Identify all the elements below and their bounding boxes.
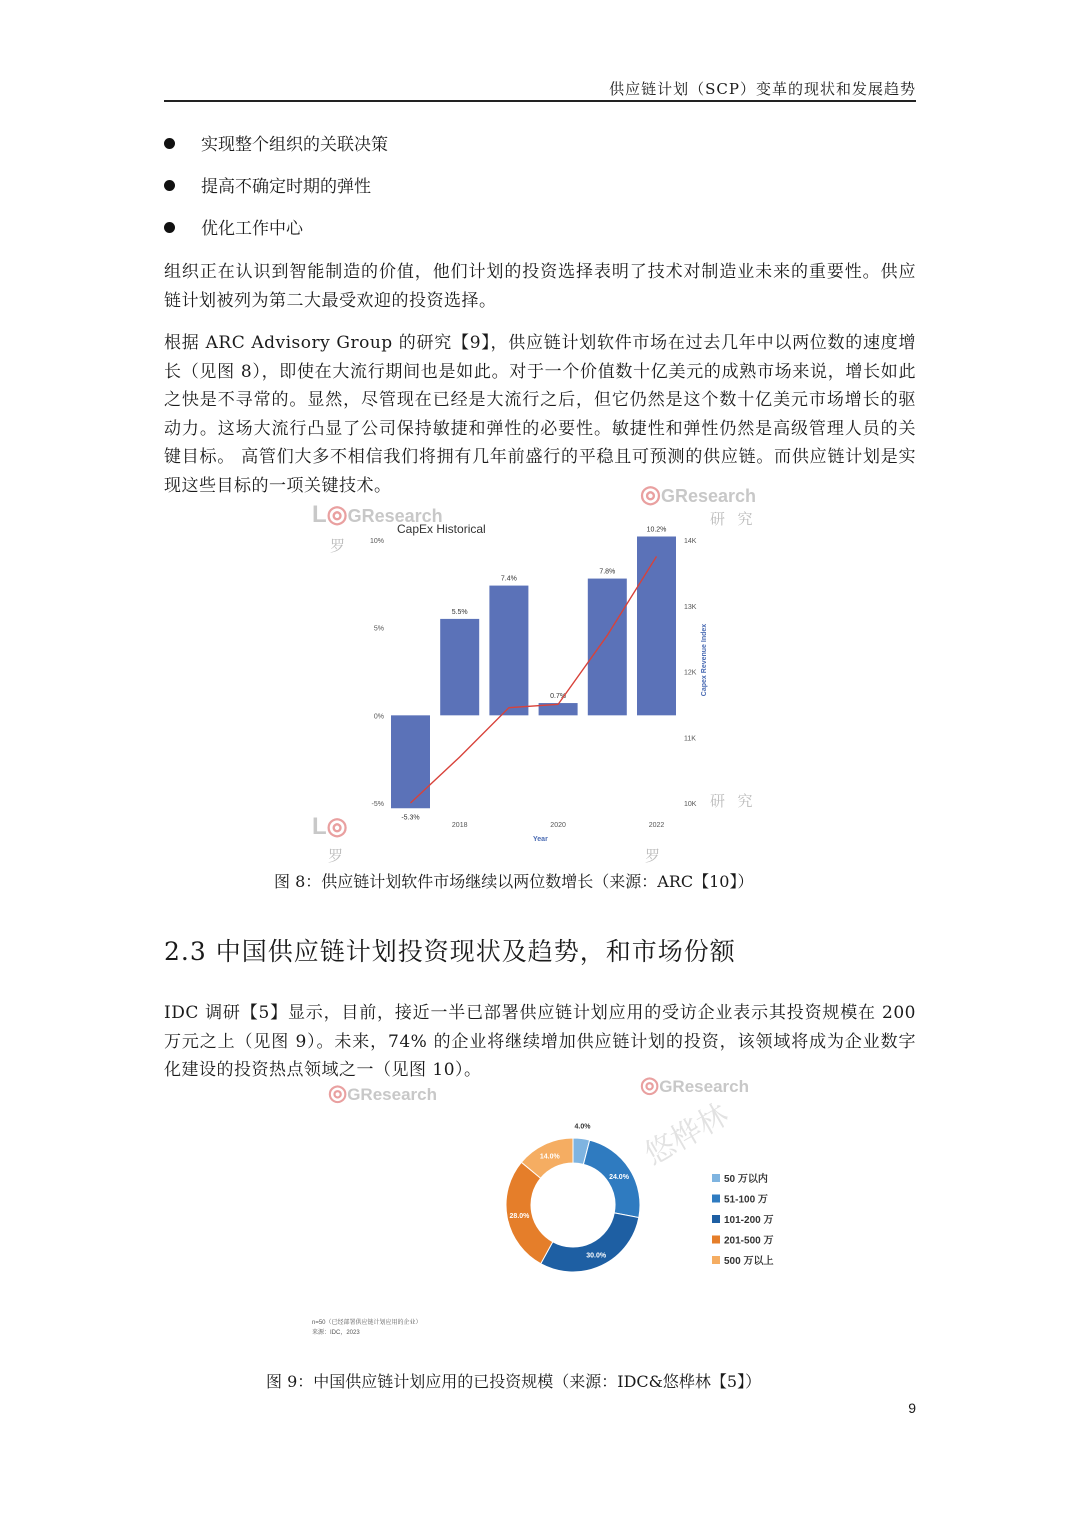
- paragraph-1: 组织正在认识到智能制造的价值，他们计划的投资选择表明了技术对制造业未来的重要性。供应链计划被列为第二大最受欢迎的投资选择。: [164, 262, 916, 311]
- bullet-dot-icon: [164, 180, 175, 191]
- figure-9-note: [312, 1318, 422, 1338]
- y2-tick-label: 11K: [684, 735, 696, 743]
- figure-8-caption: 图 8：供应链计划软件市场继续以两位数增长（来源：ARC【10】）: [274, 872, 754, 891]
- watermark-logo: ◎GResearch: [328, 1080, 437, 1105]
- bar-value-label: -5.3%: [401, 814, 420, 822]
- watermark-logo: L◎GResearch: [312, 501, 443, 528]
- watermark-logo: L◎: [312, 813, 348, 840]
- bullet-text: 优化工作中心: [201, 219, 303, 239]
- figure-9-caption: 图 9：中国供应链计划应用的已投资规模（来源：IDC&悠桦林【5】）: [266, 1372, 762, 1391]
- donut-slice: [541, 1213, 639, 1272]
- y2-tick-label: 13K: [684, 603, 697, 611]
- bar-2019: [489, 586, 528, 716]
- legend-swatch: [712, 1195, 720, 1203]
- bullet-dot-icon: [164, 222, 175, 233]
- section-heading: 2.3 中国供应链计划投资现状及趋势，和市场份额: [164, 937, 736, 966]
- watermark-logo: ◎GResearch: [640, 1072, 749, 1097]
- slice-value-label: 4.0%: [574, 1123, 591, 1131]
- legend-label: 50 万以内: [724, 1174, 768, 1185]
- chart-title: CapEx Historical: [397, 522, 486, 536]
- bullet-item: [164, 134, 388, 156]
- bar-2021: [588, 579, 627, 716]
- y-tick-label: 5%: [373, 625, 384, 633]
- header-rule: [164, 100, 916, 102]
- y-tick-label: 0%: [373, 713, 384, 721]
- running-header: 供应链计划（SCP）变革的现状和发展趋势: [609, 80, 916, 98]
- slice-value-label: 14.0%: [539, 1153, 560, 1161]
- legend-swatch: [712, 1236, 720, 1244]
- y2-tick-label: 10K: [684, 801, 697, 808]
- bar-value-label: 10.2%: [646, 526, 667, 534]
- note-line: 来源：IDC，2023: [312, 1330, 360, 1336]
- bar-value-label: 0.7%: [550, 693, 567, 701]
- bullet-dot-icon: [164, 138, 175, 149]
- y2-tick-label: 14K: [684, 538, 697, 545]
- bar-2022: [637, 536, 676, 715]
- right-axis-label: Capex Revenue Index: [701, 623, 708, 697]
- bullet-text: 实现整个组织的关联决策: [201, 135, 388, 155]
- bullet-item: [164, 218, 303, 240]
- bar-value-label: 5.5%: [451, 608, 468, 616]
- watermark-text: 研 究: [710, 511, 753, 528]
- slice-value-label: 30.0%: [586, 1252, 607, 1260]
- x-tick-label: 2018: [451, 822, 468, 829]
- legend-label: 101-200 万: [724, 1215, 774, 1226]
- watermark-text: 悠桦林: [639, 1098, 734, 1172]
- investment-donut-chart: [500, 1105, 800, 1305]
- x-tick-label: 2020: [550, 822, 566, 829]
- y-tick-label: 10%: [369, 538, 384, 545]
- x-axis-label: Year: [533, 836, 548, 843]
- legend-swatch: [712, 1174, 720, 1182]
- bar-2018: [440, 619, 479, 715]
- watermark-text: 罗: [645, 848, 661, 865]
- y-tick-label: -5%: [371, 801, 384, 808]
- x-tick-label: 2022: [648, 822, 665, 829]
- y2-tick-label: 12K: [684, 669, 697, 677]
- watermark-logo: ◎GResearch: [640, 481, 757, 508]
- watermark-text: 研 究: [710, 793, 753, 810]
- legend-label: 500 万以上: [724, 1256, 774, 1267]
- bar-2017: [391, 715, 430, 808]
- legend-swatch: [712, 1256, 720, 1264]
- legend-label: 51-100 万: [724, 1194, 768, 1206]
- legend-label: 201-500 万: [724, 1235, 774, 1247]
- note-line: n=50（已经部署供应链计划应用的企业）: [312, 1320, 422, 1326]
- slice-value-label: 24.0%: [609, 1173, 629, 1181]
- bar-value-label: 7.4%: [500, 575, 517, 583]
- bar-value-label: 7.8%: [599, 568, 616, 576]
- bullet-text: 提高不确定时期的弹性: [201, 177, 371, 197]
- slice-value-label: 28.0%: [509, 1213, 530, 1221]
- watermark-text: 罗: [330, 538, 346, 555]
- paragraph-2: 根据 ARC Advisory Group 的研究【9】，供应链计划软件市场在过去几年中以两位数的速度增长（见图 8），即使在大流行期间也是如此。对于一个价值数十亿美元的成熟市场来说，增长如此之快是不寻常的。显然，尽管现在已经是大流行之后，但它仍然是这个数十亿美元市场增长的驱动力。这场大流行凸显了公司保持敏捷和弹性的必要性。敏捷性和弹性仍然是高级管理人员的关键目标。 高管们大多不相信我们将拥有几年前盛行的平稳且可预测的供应链。而供应链计划是实现这些目标的一项关键技术。: [164, 333, 916, 496]
- page-number: 9: [908, 1400, 916, 1416]
- paragraph-3: IDC 调研【5】显示，目前，接近一半已部署供应链计划应用的受访企业表示其投资规模在 200 万元之上（见图 9）。未来，74% 的企业将继续增加供应链计划的投资，该领域将成为企业数字化建设的投资热点领域之一（见图 10）。: [164, 1003, 916, 1081]
- bullet-item: [164, 176, 371, 198]
- watermark-text: 罗: [328, 848, 344, 865]
- legend-swatch: [712, 1215, 720, 1223]
